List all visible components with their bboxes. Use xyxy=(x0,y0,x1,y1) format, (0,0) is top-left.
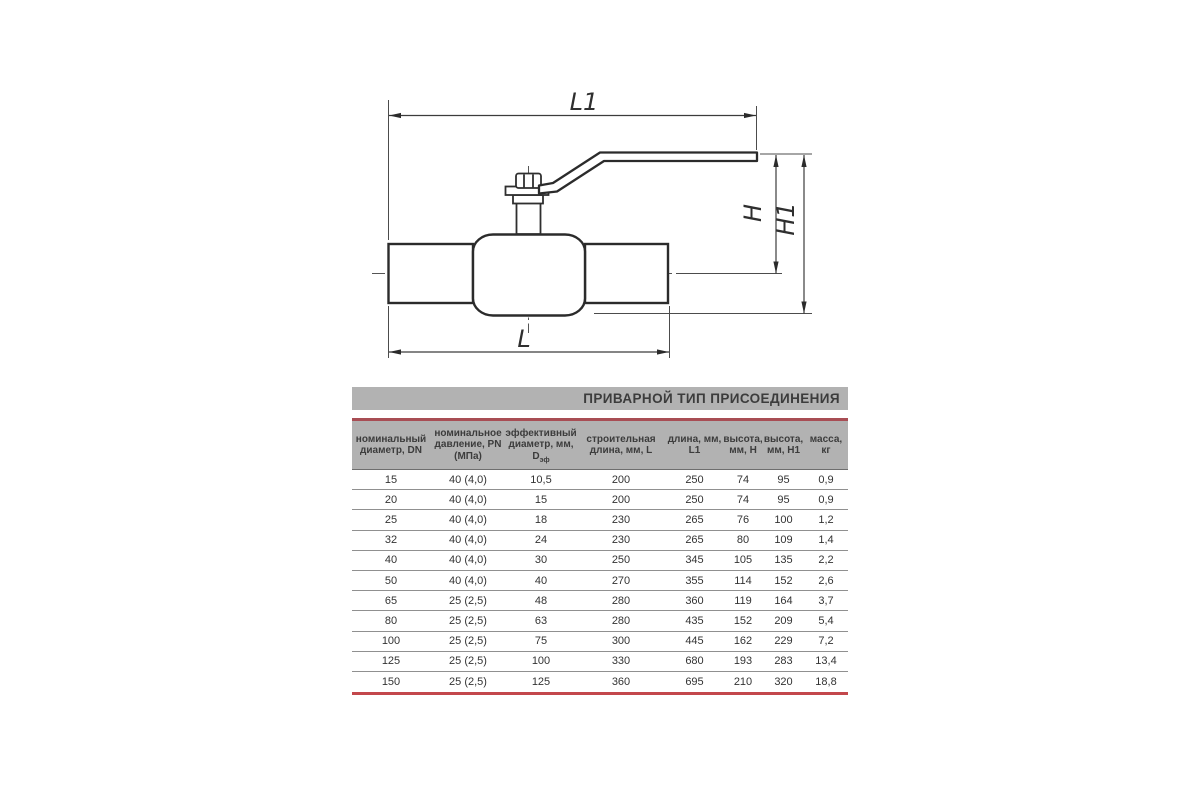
table-header-row xyxy=(352,421,848,470)
table-cell: 300 xyxy=(611,635,631,648)
table-row xyxy=(352,672,848,692)
table-cell: 265 xyxy=(685,513,704,526)
table-cell: 100 xyxy=(381,635,401,648)
column-header: эффективный диаметр, мм, $D_{эф}$ xyxy=(505,427,577,464)
table-cell: 1,2 xyxy=(818,513,834,526)
table-cell: 265 xyxy=(685,534,704,547)
table-cell: 40 (4,0) xyxy=(449,534,487,547)
table-cell: 135 xyxy=(774,554,793,567)
table-cell: 63 xyxy=(534,614,548,627)
table-cell: 40 (4,0) xyxy=(449,574,487,587)
table-cell: 50 xyxy=(384,574,398,587)
table-cell: 200 xyxy=(611,493,631,506)
table-cell: 150 xyxy=(381,675,401,688)
table-cell: 25 (2,5) xyxy=(449,675,487,688)
right-pipe xyxy=(585,244,668,303)
table-cell: 435 xyxy=(685,614,704,627)
table-cell: 95 xyxy=(777,473,790,486)
left-pipe xyxy=(389,244,474,303)
table-cell: 0,9 xyxy=(818,493,834,506)
valve-drawing xyxy=(340,78,840,388)
column-header: высота, мм, H xyxy=(723,433,763,456)
table-cell: 230 xyxy=(611,534,631,547)
table-cell: 40 xyxy=(384,554,398,567)
stem-collar xyxy=(513,195,543,204)
table-cell: 210 xyxy=(733,675,753,688)
stem-nut xyxy=(516,174,541,189)
table-cell: 74 xyxy=(736,473,750,486)
dim-label-l1: L1 xyxy=(569,88,599,116)
extension-lines xyxy=(389,100,813,358)
table-cell: 209 xyxy=(774,614,793,627)
table-cell: 30 xyxy=(534,554,548,567)
spec-table xyxy=(352,387,848,695)
table-cell: 25 (2,5) xyxy=(449,594,487,607)
table-cell: 152 xyxy=(774,574,793,587)
table-row xyxy=(352,470,848,490)
table-cell: 15 xyxy=(534,493,548,506)
table-cell: 5,4 xyxy=(818,614,834,627)
table-cell: 105 xyxy=(733,554,753,567)
table-cell: 114 xyxy=(734,574,752,587)
table-row xyxy=(352,551,848,571)
table-cell: 695 xyxy=(685,675,704,688)
table-cell: 75 xyxy=(534,635,548,648)
table-cell: 320 xyxy=(774,675,793,688)
table-cell: 25 xyxy=(384,513,398,526)
table-row xyxy=(352,531,848,551)
table-cell: 25 (2,5) xyxy=(449,655,487,668)
body-barrel xyxy=(473,235,585,316)
table-cell: 48 xyxy=(534,594,548,607)
table-cell: 10,5 xyxy=(530,473,552,486)
table-cell: 40 (4,0) xyxy=(449,473,487,486)
table-cell: 40 (4,0) xyxy=(449,493,487,506)
table-cell: 2,6 xyxy=(818,574,834,587)
table-cell: 18,8 xyxy=(815,675,837,688)
table-cell: 125 xyxy=(381,655,401,668)
dim-label-l: L xyxy=(517,325,531,353)
table-cell: 100 xyxy=(774,513,793,526)
table-cell: 152 xyxy=(733,614,753,627)
table-cell: 40 xyxy=(534,574,548,587)
column-header: номинальное давление, PN (МПа) xyxy=(434,427,502,462)
table-cell: 193 xyxy=(733,655,753,668)
table-row xyxy=(352,571,848,591)
table-cell: 250 xyxy=(611,554,631,567)
table-cell: 355 xyxy=(685,574,704,587)
table-cell: 230 xyxy=(611,513,631,526)
dim-label-h: H xyxy=(739,203,767,223)
table-cell: 270 xyxy=(611,574,631,587)
table-cell: 74 xyxy=(736,493,750,506)
table-cell: 1,4 xyxy=(818,534,834,547)
column-header: масса, кг xyxy=(809,433,843,456)
table-row xyxy=(352,490,848,510)
table-cell: 2,2 xyxy=(818,554,834,567)
table-row xyxy=(352,591,848,611)
table-cell: 280 xyxy=(611,594,631,607)
table-cell: 125 xyxy=(531,675,551,688)
table-cell: 80 xyxy=(736,534,750,547)
table-cell: 100 xyxy=(531,655,551,668)
table-cell: 13,4 xyxy=(815,655,837,668)
column-header: длина, мм, L1 xyxy=(667,433,722,456)
table-cell: 40 (4,0) xyxy=(449,554,487,567)
table-cell: 109 xyxy=(774,534,793,547)
table-cell: 360 xyxy=(611,675,631,688)
valve-body xyxy=(389,153,758,316)
table-cell: 119 xyxy=(734,594,752,607)
table-cell: 0,9 xyxy=(818,473,834,486)
table-cell: 200 xyxy=(611,473,631,486)
table-cell: 15 xyxy=(384,473,398,486)
table-cell: 80 xyxy=(384,614,398,627)
table-cell: 445 xyxy=(685,635,704,648)
red-divider-bottom xyxy=(352,692,848,695)
table-cell: 680 xyxy=(685,655,704,668)
table-body xyxy=(352,470,848,692)
dimension-lines xyxy=(389,113,807,355)
table-cell: 283 xyxy=(774,655,793,668)
table-cell: 3,7 xyxy=(818,594,834,607)
table-cell: 24 xyxy=(534,534,548,547)
dim-label-h1: H1 xyxy=(772,202,800,236)
table-row xyxy=(352,632,848,652)
stem xyxy=(517,203,541,234)
table-row xyxy=(352,510,848,530)
table-cell: 7,2 xyxy=(818,635,834,648)
column-header: строительная длина, мм, L xyxy=(586,433,656,456)
table-cell: 250 xyxy=(685,473,704,486)
table-cell: 162 xyxy=(733,635,753,648)
table-cell: 360 xyxy=(685,594,704,607)
table-cell: 32 xyxy=(384,534,398,547)
table-title: ПРИВАРНОЙ ТИП ПРИСОЕДИНЕНИЯ xyxy=(352,387,848,410)
table-cell: 25 (2,5) xyxy=(449,614,487,627)
table-cell: 40 (4,0) xyxy=(449,513,487,526)
column-header: высота, мм, H1 xyxy=(763,433,804,456)
table-cell: 18 xyxy=(534,513,548,526)
table-row xyxy=(352,652,848,672)
table-cell: 345 xyxy=(685,554,704,567)
table-cell: 25 (2,5) xyxy=(449,635,487,648)
table-row xyxy=(352,611,848,631)
table-cell: 280 xyxy=(611,614,631,627)
lever-handle xyxy=(539,153,757,194)
table-cell: 65 xyxy=(384,594,398,607)
column-header: номинальный диаметр, DN xyxy=(355,433,427,456)
table-cell: 229 xyxy=(774,635,793,648)
table-cell: 330 xyxy=(611,655,631,668)
table-cell: 250 xyxy=(685,493,704,506)
table-cell: 20 xyxy=(384,493,398,506)
table-cell: 76 xyxy=(736,513,750,526)
table-cell: 95 xyxy=(777,493,790,506)
table-cell: 164 xyxy=(774,594,793,607)
